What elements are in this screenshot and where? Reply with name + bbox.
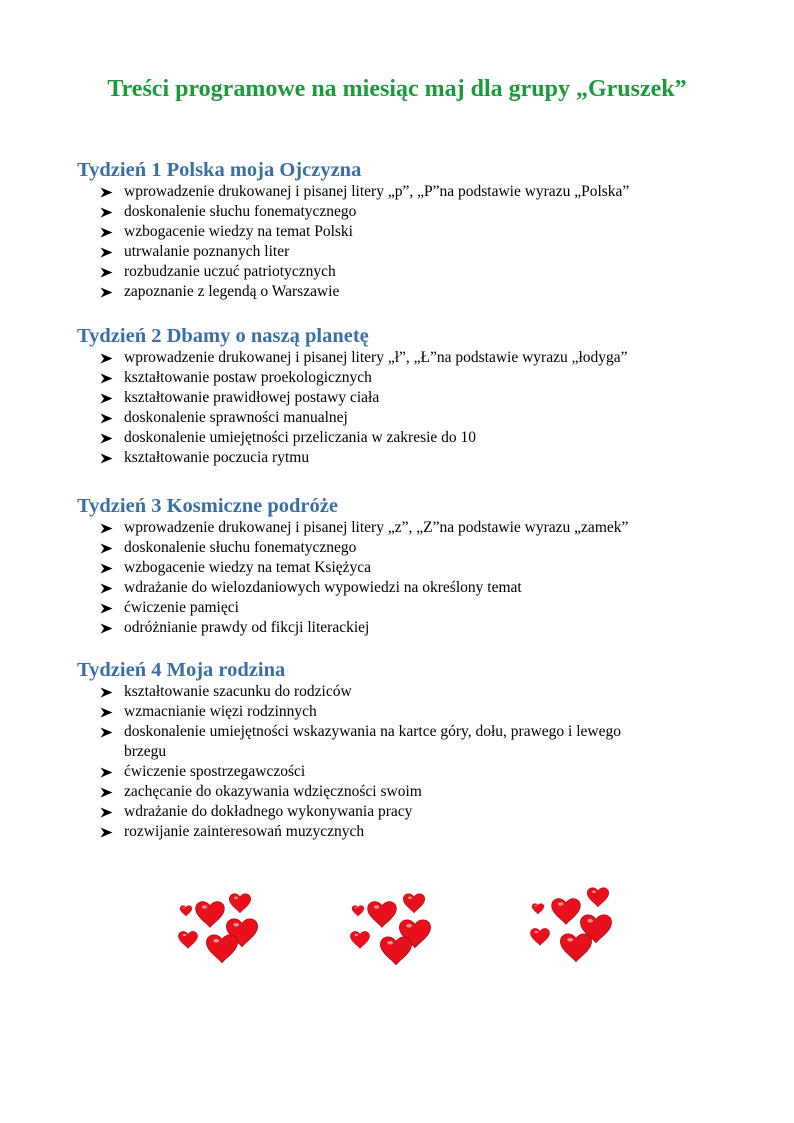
list-item bbox=[77, 348, 717, 368]
week-4-list bbox=[77, 682, 717, 842]
week-1-heading: Tydzień 1 Polska moja Ojczyzna bbox=[77, 159, 362, 181]
list-item-text: rozbudzanie uczuć patriotycznych bbox=[124, 263, 336, 280]
week-1-section bbox=[77, 158, 717, 302]
arrowhead-bullet-icon bbox=[100, 388, 114, 408]
list-item bbox=[77, 702, 717, 722]
list-item-text: ćwiczenie pamięci bbox=[124, 599, 239, 616]
list-item bbox=[77, 262, 717, 282]
list-item bbox=[77, 722, 664, 762]
list-item-text: rozwijanie zainteresowań muzycznych bbox=[124, 823, 365, 840]
list-item bbox=[77, 578, 717, 598]
week-4-heading: Tydzień 4 Moja rodzina bbox=[77, 659, 286, 681]
hearts-cluster-icon bbox=[344, 880, 444, 975]
list-item bbox=[77, 518, 717, 538]
list-item-text: kształtowanie postaw proekologicznych bbox=[124, 369, 372, 386]
list-item-text: doskonalenie słuchu fonematycznego bbox=[124, 203, 357, 220]
arrowhead-bullet-icon bbox=[100, 448, 114, 468]
list-item bbox=[77, 408, 717, 428]
list-item bbox=[77, 682, 717, 702]
list-item bbox=[77, 598, 717, 618]
week-2-heading: Tydzień 2 Dbamy o naszą planetę bbox=[77, 325, 369, 347]
list-item-text: doskonalenie sprawności manualnej bbox=[124, 409, 348, 426]
arrowhead-bullet-icon bbox=[100, 242, 114, 262]
list-item-text: wprowadzenie drukowanej i pisanej litery „z”, „Z”na podstawie wyrazu „zamek” bbox=[124, 519, 629, 536]
list-item bbox=[77, 222, 717, 242]
list-item-text: doskonalenie słuchu fonematycznego bbox=[124, 539, 357, 556]
arrowhead-bullet-icon bbox=[100, 202, 114, 222]
week-3-section bbox=[77, 494, 717, 638]
arrowhead-bullet-icon bbox=[100, 762, 114, 782]
list-item-text: doskonalenie umiejętności wskazywania na kartce góry, dołu, prawego i lewego brzegu bbox=[124, 723, 621, 760]
arrowhead-bullet-icon bbox=[100, 348, 114, 368]
list-item bbox=[77, 202, 717, 222]
week-2-list bbox=[77, 348, 717, 468]
list-item-text: doskonalenie umiejętności przeliczania w zakresie do 10 bbox=[124, 429, 477, 446]
list-item bbox=[77, 282, 717, 302]
arrowhead-bullet-icon bbox=[100, 262, 114, 282]
list-item-text: wprowadzenie drukowanej i pisanej litery „ł”, „Ł”na podstawie wyrazu „łodyga” bbox=[124, 349, 628, 366]
list-item-text: wprowadzenie drukowanej i pisanej litery „p”, „P”na podstawie wyrazu „Polska” bbox=[124, 183, 630, 200]
list-item-text: ćwiczenie spostrzegawczości bbox=[124, 763, 306, 780]
list-item-text: wzbogacenie wiedzy na temat Księżyca bbox=[124, 559, 372, 576]
list-item-text: wzmacnianie więzi rodzinnych bbox=[124, 703, 317, 720]
arrowhead-bullet-icon bbox=[100, 222, 114, 242]
list-item bbox=[77, 538, 717, 558]
list-item bbox=[77, 762, 717, 782]
arrowhead-bullet-icon bbox=[100, 518, 114, 538]
arrowhead-bullet-icon bbox=[100, 282, 114, 302]
arrowhead-bullet-icon bbox=[100, 782, 114, 802]
list-item-text: utrwalanie poznanych liter bbox=[124, 243, 290, 260]
arrowhead-bullet-icon bbox=[100, 682, 114, 702]
arrowhead-bullet-icon bbox=[100, 822, 114, 842]
list-item-text: zachęcanie do okazywania wdzięczności swoim bbox=[124, 783, 422, 800]
week-3-list bbox=[77, 518, 717, 638]
arrowhead-bullet-icon bbox=[100, 702, 114, 722]
list-item-text: zapoznanie z legendą o Warszawie bbox=[124, 283, 340, 300]
arrowhead-bullet-icon bbox=[100, 182, 114, 202]
list-item-text: kształtowanie prawidłowej postawy ciała bbox=[124, 389, 380, 406]
week-3-heading: Tydzień 3 Kosmiczne podróże bbox=[77, 495, 338, 517]
list-item-text: wdrażanie do wielozdaniowych wypowiedzi na określony temat bbox=[124, 579, 522, 596]
list-item-text: kształtowanie szacunku do rodziców bbox=[124, 683, 352, 700]
week-4-section bbox=[77, 658, 717, 842]
arrowhead-bullet-icon bbox=[100, 578, 114, 598]
list-item bbox=[77, 242, 717, 262]
arrowhead-bullet-icon bbox=[100, 802, 114, 822]
list-item-text: wdrażanie do dokładnego wykonywania pracy bbox=[124, 803, 413, 820]
list-item bbox=[77, 428, 717, 448]
list-item-text: odróżnianie prawdy od fikcji literackiej bbox=[124, 619, 370, 636]
list-item bbox=[77, 802, 717, 822]
arrowhead-bullet-icon bbox=[100, 428, 114, 448]
week-1-list bbox=[77, 182, 717, 302]
week-2-section bbox=[77, 324, 717, 468]
arrowhead-bullet-icon bbox=[100, 368, 114, 388]
list-item bbox=[77, 822, 717, 842]
arrowhead-bullet-icon bbox=[100, 408, 114, 428]
list-item-text: wzbogacenie wiedzy na temat Polski bbox=[124, 223, 353, 240]
arrowhead-bullet-icon bbox=[100, 618, 114, 638]
arrowhead-bullet-icon bbox=[100, 598, 114, 618]
hearts-cluster-icon bbox=[172, 880, 272, 975]
arrowhead-bullet-icon bbox=[100, 538, 114, 558]
list-item bbox=[77, 448, 717, 468]
list-item bbox=[77, 782, 717, 802]
hearts-cluster-icon bbox=[524, 880, 624, 975]
arrowhead-bullet-icon bbox=[100, 722, 114, 742]
list-item bbox=[77, 368, 717, 388]
page-title: Treści programowe na miesiąc maj dla grupy „Gruszek” bbox=[107, 76, 687, 102]
list-item-text: kształtowanie poczucia rytmu bbox=[124, 449, 310, 466]
list-item bbox=[77, 182, 717, 202]
arrowhead-bullet-icon bbox=[100, 558, 114, 578]
list-item bbox=[77, 558, 717, 578]
list-item bbox=[77, 618, 717, 638]
list-item bbox=[77, 388, 717, 408]
